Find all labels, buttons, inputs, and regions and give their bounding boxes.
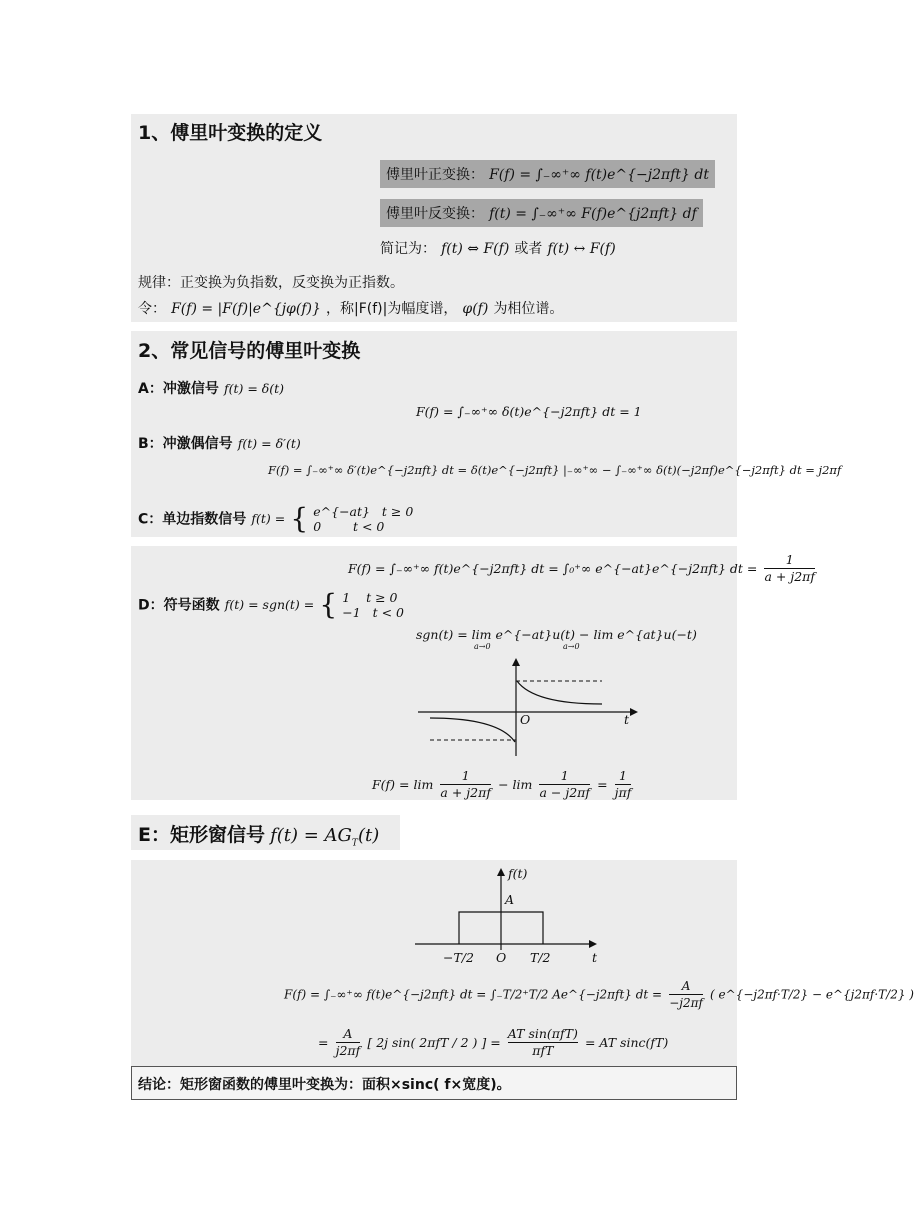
sgn-graph-t-label: t (624, 712, 630, 727)
section-2-title: 2、常见信号的傅里叶变换 (138, 340, 361, 362)
d-final-fraction-1: $\frac{1}{a + j2\pi f}$ (440, 768, 491, 800)
e-eq1-tail: ( e^{−j2πf·T/2} − e^{j2πf·T/2} ) (710, 987, 914, 1002)
conclusion-text: 结论：矩形窗函数的傅里叶变换为：面积×sinc( f×宽度)。 (138, 1077, 511, 1093)
sgn-graph-y-arrow (512, 658, 520, 666)
e-eq2-fraction-1: $\frac{A}{j2\pi f}$ (335, 1026, 361, 1058)
d-case-1: 1 t ≥ 0 (342, 589, 398, 605)
sgn-graph-pos-curve (517, 681, 602, 704)
rect-graph-neg-label: −T/2 (443, 950, 474, 965)
e-equation-1 (284, 978, 914, 1011)
shorthand-or: 或者 (514, 241, 543, 257)
sgn-graph-neg-curve (430, 718, 515, 742)
c-case-2: 0 t < 0 (313, 518, 385, 534)
section-1-title: 1、傅里叶变换的定义 (138, 122, 323, 144)
rect-graph-y-arrow (497, 868, 505, 876)
let-prefix: 令： (138, 301, 166, 317)
shorthand-line (380, 238, 616, 258)
c-case-1: e^{−at} t ≥ 0 (313, 503, 414, 519)
c-result-equation: F(f) = ∫₋∞⁺∞ f(t)e^{−j2πft} dt = ∫₀⁺∞ e^{−at}e^{−j2πft} dt = (348, 561, 758, 576)
d-final-prefix: F(f) = lim (372, 777, 434, 792)
forward-label: 傅里叶正变换： (386, 167, 484, 183)
e-eq2-mid: [ 2j sin( 2πfT / 2 ) ] = (367, 1035, 501, 1050)
forward-equation: F(f) = ∫₋∞⁺∞ f(t)e^{−j2πft} dt (489, 167, 709, 183)
section-e-title-equation: $f(t) = AG_T(t)$ (270, 825, 380, 849)
a-label: A：冲激信号 (138, 381, 219, 397)
let-mid: ，称|F(f)|为幅度谱， (325, 301, 458, 317)
rule-text: 规律：正变换为负指数，反变换为正指数。 (138, 275, 404, 291)
b-equation: F(f) = ∫₋∞⁺∞ δ′(t)e^{−j2πft} dt = δ(t)e^{−j2πft} |₋∞⁺∞ − ∫₋∞⁺∞ δ(t)(−j2πf)e^{−j2πft} dt = j2πf (268, 463, 842, 477)
a-line (138, 378, 284, 398)
forward-transform-box (380, 160, 715, 188)
inverse-equation: f(t) = ∫₋∞⁺∞ F(f)e^{j2πft} df (489, 206, 697, 222)
let-end: 为相位谱。 (493, 301, 564, 317)
d-label: D：符号函数 (138, 597, 220, 614)
rect-graph-t-arrow (589, 940, 597, 948)
rect-graph-t-label: t (592, 950, 598, 965)
c-result-fraction: $\frac{1}{a + j2\pi f}$ (764, 552, 816, 584)
rect-graph-pos-label: T/2 (530, 950, 551, 965)
d-final-fraction-3: $\frac{1}{\text{jπf}}$ (614, 768, 632, 800)
rect-graph-origin-label: O (496, 950, 507, 965)
d-final-minus: − lim (498, 777, 533, 792)
d-line (138, 588, 404, 621)
c-line (138, 502, 413, 535)
d-final-line (372, 768, 633, 801)
e-eq2-end: = AT sinc(fT) (584, 1035, 669, 1050)
shorthand-label: 简记为： (380, 241, 436, 257)
a-definition: f(t) = δ(t) (223, 381, 285, 396)
shorthand-eq1: f(t) ⇔ F(f) (441, 241, 510, 257)
e-equation-2 (318, 1026, 668, 1059)
b-line (138, 433, 301, 453)
e-eq1-main: F(f) = ∫₋∞⁺∞ f(t)e^{−j2πft} dt = ∫₋T/2⁺T/2 Ae^{−j2πft} dt = (284, 987, 663, 1002)
sgn-graph-origin: O (520, 712, 531, 727)
rect-window-graph (413, 866, 597, 950)
sgn-limit-sub-2: a→0 (563, 642, 580, 651)
shorthand-eq2: f(t) ↔ F(f) (547, 241, 616, 257)
b-label: B：冲激偶信号 (138, 436, 233, 452)
e-eq2-fraction-2: $\frac{\text{AT sin(πfT)}}{\text{πfT}}$ (507, 1026, 578, 1058)
section-e-title (138, 820, 379, 849)
sgn-equation: sgn(t) = lim e^{−at}u(t) − lim e^{at}u(−t) (416, 627, 697, 642)
b-definition: f(t) = δ′(t) (237, 436, 301, 451)
c-definition: f(t) = (251, 511, 286, 526)
d-final-equals: = (597, 777, 608, 792)
c-label: C：单边指数信号 (138, 511, 247, 528)
d-case-2: −1 t < 0 (342, 604, 404, 620)
inverse-label: 傅里叶反变换： (386, 206, 484, 222)
let-phi: φ(f) (462, 301, 489, 317)
a-equation: F(f) = ∫₋∞⁺∞ δ(t)e^{−j2πft} dt = 1 (416, 404, 642, 419)
sgn-graph (416, 656, 640, 758)
d-brace: { (319, 588, 338, 621)
e-eq2-lead: = (318, 1035, 329, 1050)
inverse-transform-box (380, 199, 703, 227)
rect-graph-ft-label: f(t) (508, 866, 528, 881)
e-eq1-fraction: $\frac{A}{-j2\pi f}$ (669, 979, 703, 1010)
d-final-fraction-2: $\frac{1}{a - j2\pi f}$ (539, 768, 590, 800)
rect-graph-a-label: A (505, 892, 515, 907)
sgn-graph-t-arrow (630, 708, 638, 716)
section-e-title-prefix: E：矩形窗信号 (138, 824, 265, 846)
d-definition: f(t) = sgn(t) = (224, 597, 315, 612)
let-equation: F(f) = |F(f)|e^{jφ(f)} (171, 301, 321, 317)
c-brace: { (290, 502, 309, 535)
c-result-line (348, 552, 817, 585)
let-line (138, 298, 563, 318)
sgn-limit-sub-1: a→0 (474, 642, 491, 651)
